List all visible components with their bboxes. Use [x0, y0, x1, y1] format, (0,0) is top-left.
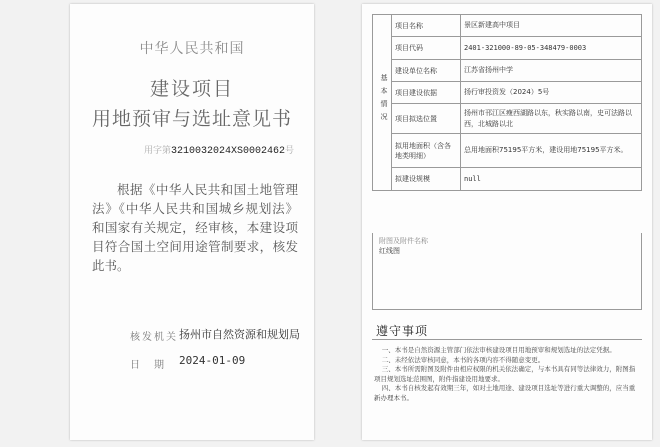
notes-list	[374, 346, 640, 404]
country-name: 中华人民共和国	[139, 41, 245, 57]
table-row	[373, 60, 642, 82]
doc-number-line	[144, 143, 294, 157]
row-label: 项目名称	[392, 15, 461, 37]
project-name: 景区新建高中项目	[461, 15, 642, 37]
row-label: 建设单位名称	[392, 60, 461, 82]
row-label: 项目代码	[392, 37, 461, 60]
row-label: 项目建设依据	[392, 82, 461, 104]
basic-info-table	[372, 14, 642, 191]
builder-name: 江苏省扬州中学	[461, 60, 642, 82]
attachments-value: 红线图	[379, 247, 400, 255]
table-row	[373, 82, 642, 104]
notes-divider	[372, 339, 642, 340]
note-item: 一、本书是自然资源主管部门依法审核建设项目用地预审和规划选址的法定凭据。	[381, 346, 616, 354]
row-label: 拟建设规模	[392, 168, 461, 191]
section-label-basic-info: 基本情况	[373, 15, 392, 191]
date-label: 日期	[130, 360, 178, 371]
issue-date: 2024-01-09	[179, 354, 246, 367]
row-label: 项目拟选位置	[392, 104, 461, 134]
doc-title-line2: 用地预审与选址意见书	[91, 108, 292, 130]
construction-scale: null	[461, 168, 642, 191]
note-item: 二、未经依法审核同意，本书的各项内容不得随意变更。	[381, 355, 545, 364]
table-row	[373, 168, 642, 191]
table-row	[373, 134, 642, 168]
doc-title-line1: 建设项目	[149, 78, 234, 100]
note-item: 四、本书自核发起有效期三年，如对土地用途、建设项目选址等进行重大调整的，应当重新办理本书。	[374, 384, 636, 402]
table-row	[373, 104, 642, 134]
certificate-cover-page	[70, 4, 314, 440]
attachments-label: 附图及附件名称	[379, 237, 428, 245]
land-area: 总用地面积75195平方米，建设用地75195平方米。	[461, 134, 642, 168]
body-text: 根据《中华人民共和国土地管理法》《中华人民共和国城乡规划法》和国家有关规定，经审核，本建设项目符合国土空间用途管制要求，核发此书。	[92, 182, 298, 273]
project-code: 2401-321000-89-05-348479-0003	[461, 37, 642, 60]
notes-title: 遵守事项	[376, 324, 429, 338]
doc-number: 3210032024XS0002462	[171, 146, 286, 157]
doc-number-prefix: 用字第	[144, 146, 172, 156]
certificate-detail-page	[362, 4, 652, 440]
attachments-box	[372, 233, 642, 310]
note-item: 三、本书所需附图及附件由相应权限的机关依法确定，与本书具有同等法律效力，附图指项目规划选址范围图，附件指建设用地要求。	[374, 365, 636, 383]
table-row	[373, 37, 642, 60]
row-label: 拟用地面积（含各地类明细）	[392, 134, 461, 168]
issuer-label: 核发机关	[130, 332, 178, 343]
issuer-name: 扬州市自然资源和规划局	[179, 328, 300, 341]
proposed-location: 扬州市邗江区瘦西湖路以东，秋实路以南，史可法路以西，北城路以北	[461, 104, 642, 134]
doc-number-suffix: 号	[285, 146, 295, 156]
approval-basis: 扬行审投资发（2024）5号	[461, 82, 642, 104]
table-row	[373, 15, 642, 37]
